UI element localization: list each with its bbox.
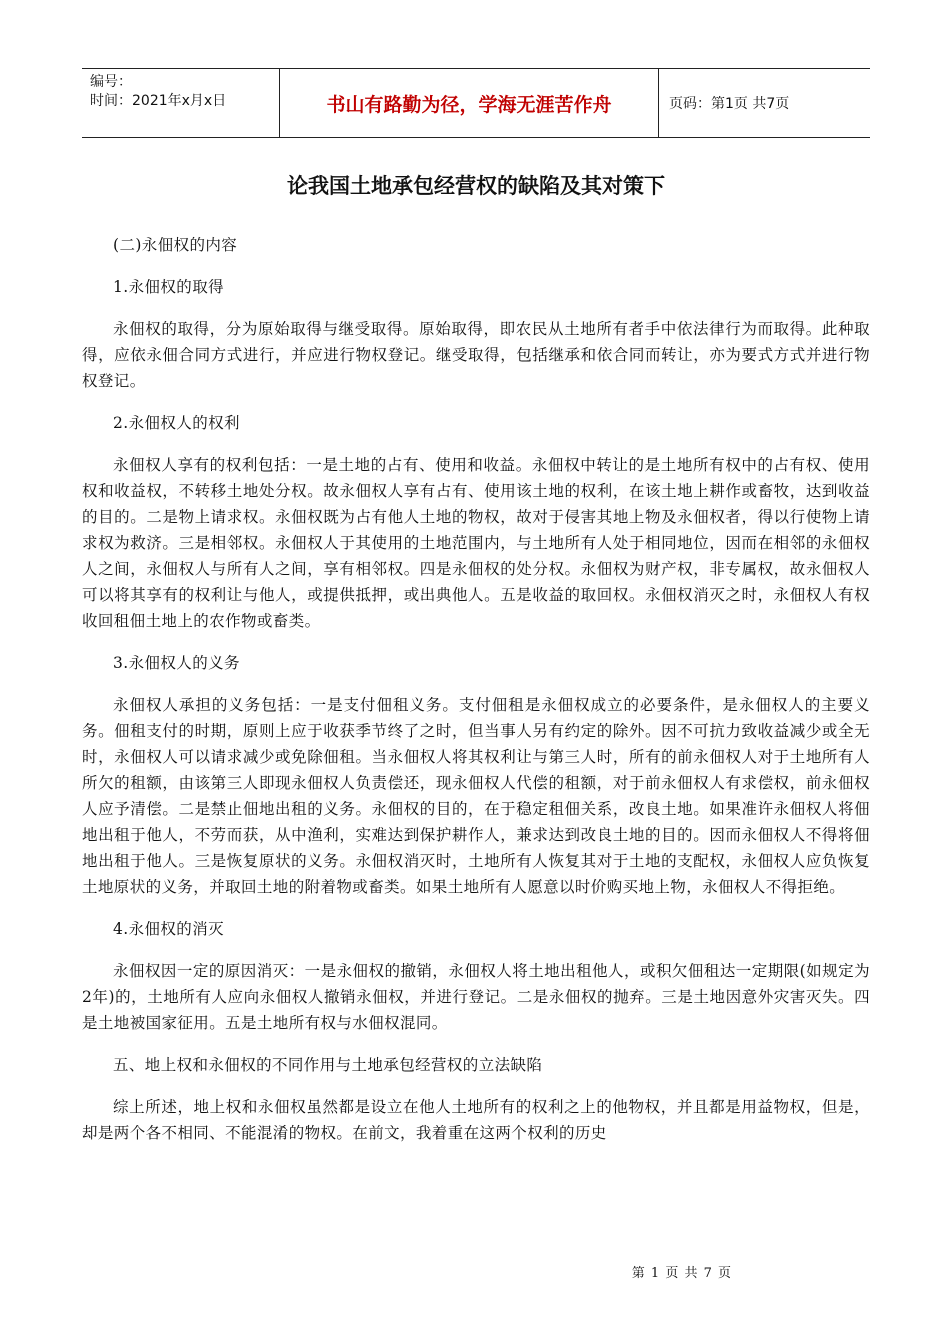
section-heading: 1.永佃权的取得: [113, 278, 224, 296]
body-paragraph: 综上所述，地上权和永佃权虽然都是设立在他人土地所有的权利之上的他物权，并且都是用益物权，但是，却是两个各不相同、不能混淆的物权。在前文，我着重在这两个权利的历史: [82, 1098, 870, 1142]
section-heading: 3.永佃权人的义务: [113, 654, 240, 672]
body-paragraph: 永佃权人享有的权利包括：一是土地的占有、使用和收益。永佃权中转让的是土地所有权中的占有权、使用权和收益权，不转移土地处分权。故永佃权人享有占有、使用该土地的权利，在该土地上耕作或畜牧，达到收益的目的。二是物上请求权。永佃权既为占有他人土地的物权，故对于侵害其地上物及永佃权者，得以行使物上请求权为救济。三是相邻权。永佃权人于其使用的土地范围内，与土地所有人处于相同地位，因而在相邻的永佃权人之间，永佃权人与所有人之间，享有相邻权。四是永佃权的处分权。永佃权为财产权，非专属权，故永佃权人可以将其享有的权利让与他人，或提供抵押，或出典他人。五是收益的取回权。永佃权消灭之时，永佃权人有权收回租佃土地上的农作物或畜类。: [82, 456, 870, 630]
body-paragraph: 永佃权人承担的义务包括：一是支付佃租义务。支付佃租是永佃权成立的必要条件，是永佃权人的主要义务。佃租支付的时期，原则上应于收获季节终了之时，但当事人另有约定的除外。因不可抗力致收益减少或全无时，永佃权人可以请求减少或免除佃租。当永佃权人将其权利让与第三人时，所有的前永佃权人对于土地所有人所欠的租额，由该第三人即现永佃权人负责偿还，现永佃权人代偿的租额，对于前永佃权人有求偿权，前永佃权人应予清偿。二是禁止佃地出租的义务。永佃权的目的，在于稳定租佃关系，改良土地。如果准许永佃权人将佃地出租于他人，不劳而获，从中渔利，实难达到保护耕作人，兼求达到改良土地的目的。因而永佃权人不得将佃地出租于他人。三是恢复原状的义务。永佃权消灭时，土地所有人恢复其对于土地的支配权，永佃权人应负恢复土地原状的义务，并取回土地的附着物或畜类。如果土地所有人愿意以时价购买地上物，永佃权人不得拒绝。: [82, 696, 870, 896]
section-heading: 2.永佃权人的权利: [113, 414, 240, 432]
body-paragraph: 永佃权的取得，分为原始取得与继受取得。原始取得，即农民从土地所有者手中依法律行为而取得。此种取得，应依永佃合同方式进行，并应进行物权登记。继受取得，包括继承和依合同而转让，亦为要式方式并进行物权登记。: [82, 320, 870, 390]
document-date-label: 时间：2021年x月x日: [90, 93, 227, 109]
section-heading: 4.永佃权的消灭: [113, 920, 224, 938]
document-body: [82, 232, 870, 1162]
document-number-label: 编号：: [90, 74, 132, 90]
page-header: [82, 68, 870, 138]
document-title: 论我国土地承包经营权的缺陷及其对策下: [287, 174, 665, 198]
page-footer: 第 1 页 共 7 页: [631, 1266, 732, 1281]
header-motto: 书山有路勤为径，学海无涯苦作舟: [280, 69, 659, 137]
section-heading: 五、地上权和永佃权的不同作用与土地承包经营权的立法缺陷: [113, 1056, 543, 1074]
body-paragraph: 永佃权因一定的原因消灭：一是永佃权的撤销，永佃权人将土地出租他人，或积欠佃租达一定期限(如规定为2年)的，土地所有人应向永佃权人撤销永佃权，并进行登记。二是永佃权的抛弃。三是土地因意外灾害灭失。四是土地被国家征用。五是土地所有权与水佃权混同。: [82, 962, 870, 1032]
section-heading: (二)永佃权的内容: [113, 236, 238, 254]
header-page-info: 页码：第1页 共7页: [669, 96, 790, 112]
header-meta: [82, 69, 280, 137]
